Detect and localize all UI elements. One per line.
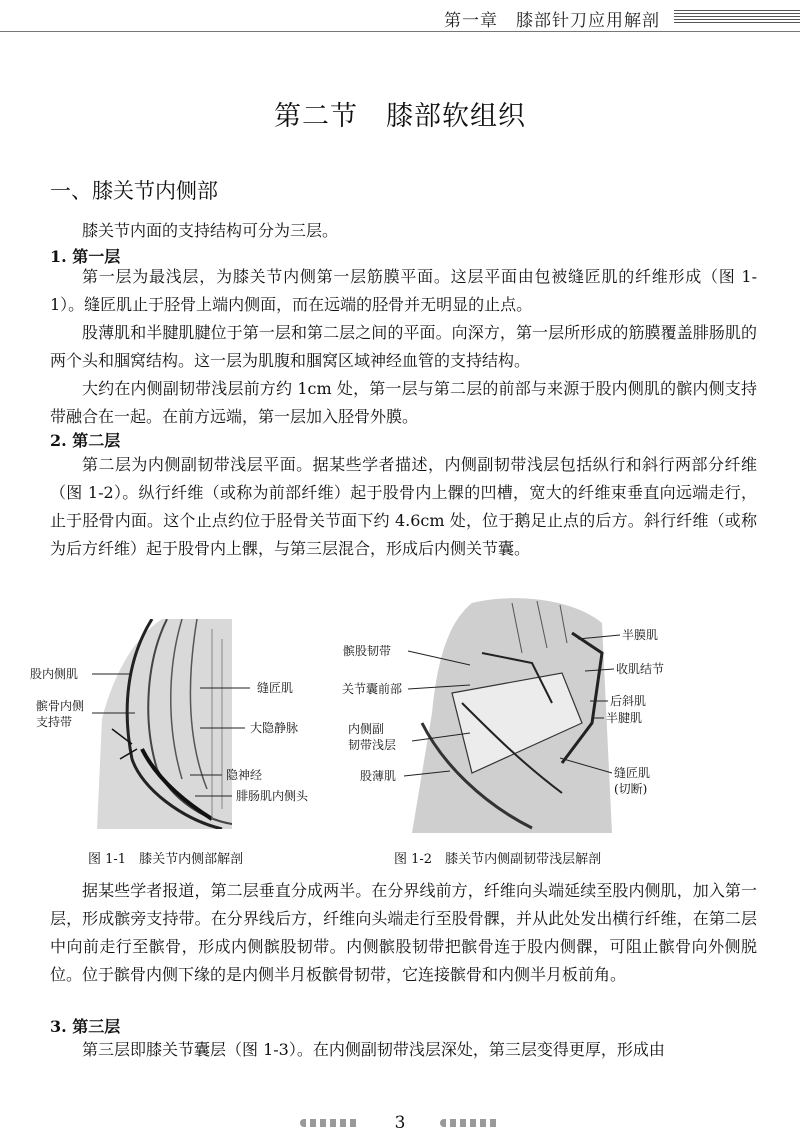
layer3-paragraph-1: 第三层即膝关节囊层（图 1-3）。在内侧副韧带浅层深处，第三层变得更厚，形成由	[82, 1040, 665, 1059]
layer1-paragraph-2: 股薄肌和半腱肌腱位于第一层和第二层之间的平面。向深方，第一层所形成的筋膜覆盖腓肠肌的两个头和腘窝结构。这一层为肌腹和腘窝区域神经血管的支持结构。	[50, 323, 757, 370]
label-semimembranosus: 半膜肌	[622, 628, 659, 642]
layer1-paragraph-1: 第一层为最浅层，为膝关节内侧第一层筋膜平面。这层平面由包被缝匠肌的纤维形成（图 1-1）。缝匠肌止于胫骨上端内侧面，而在远端的胫骨并无明显的止点。	[50, 267, 757, 314]
label-sartorius-cut: 缝匠肌 (切断)	[614, 766, 651, 796]
figure-1-1-caption: 图 1-1 膝关节内侧部解剖	[88, 852, 244, 867]
label-sartorius: 缝匠肌	[257, 681, 294, 695]
footer-ornament-right	[440, 1119, 500, 1127]
layer2-paragraph-2: 据某些学者报道，第二层垂直分成两半。在分界线前方，纤维向头端延续至股内侧肌，加入第一层，形成髌旁支持带。在分界线后方，纤维向头端走行至股骨髁，并从此处发出横行纤维，在第二层中向前走行至髌骨，形成内侧髌股韧带。内侧髌股韧带把髌骨连于股内侧髁，可阻止髌骨向外侧脱位。位于髌骨内侧下缘的是内侧半月板髌骨韧带，它连接髌骨和内侧半月板前角。	[50, 881, 757, 984]
section-title: 第二节 膝部软组织	[274, 101, 526, 132]
running-header	[0, 0, 800, 34]
layer2-paragraph-1: 第二层为内侧副韧带浅层平面。据某些学者描述，内侧副韧带浅层包括纵行和斜行两部分纤维（图 1-2）。纵行纤维（或称为前部纤维）起于股骨内上髁的凹槽，宽大的纤维束垂直向远端走行，止于胫骨内面。这个止点约位于胫骨关节面下约 4.6cm 处，位于鹅足止点的后方。斜行纤维（或称为后方纤维）起于股骨内上髁，与第三层混合，形成后内侧关节囊。	[50, 455, 757, 558]
running-title: 第一章 膝部针刀应用解剖	[444, 11, 660, 31]
layer3-heading: 3. 第三层	[50, 1017, 121, 1036]
fig2-leader-lines	[0, 593, 800, 873]
layer1-paragraph-3: 大约在内侧副韧带浅层前方约 1cm 处，第一层与第二层的前部与来源于股内侧肌的髌内侧支持带融合在一起。在前方远端，第一层加入胫骨外膜。	[50, 379, 757, 426]
label-adductor-tubercle: 收肌结节	[616, 662, 665, 676]
label-great-saphenous-vein: 大隐静脉	[250, 721, 299, 735]
intro-paragraph: 膝关节内面的支持结构可分为三层。	[82, 221, 339, 240]
label-anterior-capsule: 关节囊前部	[342, 682, 403, 696]
layer1-heading: 1. 第一层	[50, 247, 121, 266]
label-saphenous-nerve: 隐神经	[226, 768, 263, 782]
label-patellofemoral-ligament: 髌股韧带	[343, 644, 392, 658]
layer2-heading: 2. 第二层	[50, 431, 121, 450]
label-vastus-medialis: 股内侧肌	[30, 667, 79, 681]
label-superficial-mcl: 内侧副 韧带浅层	[348, 722, 397, 752]
label-gracilis: 股薄肌	[360, 769, 397, 783]
label-posterior-oblique: 后斜肌	[610, 694, 647, 708]
figure-area	[0, 593, 800, 873]
label-medial-retinaculum: 髌骨内侧 支持带	[36, 699, 85, 729]
header-rule	[0, 31, 800, 32]
subsection-heading: 一、膝关节内侧部	[50, 179, 218, 203]
label-gastrocnemius-medial-head: 腓肠肌内侧头	[236, 789, 309, 803]
label-semitendinosus: 半腱肌	[606, 711, 643, 725]
figure-1-2-caption: 图 1-2 膝关节内侧副韧带浅层解剖	[394, 852, 602, 867]
header-decoration	[674, 10, 800, 24]
page-number: 3	[394, 1113, 406, 1133]
page-footer	[0, 1105, 800, 1138]
